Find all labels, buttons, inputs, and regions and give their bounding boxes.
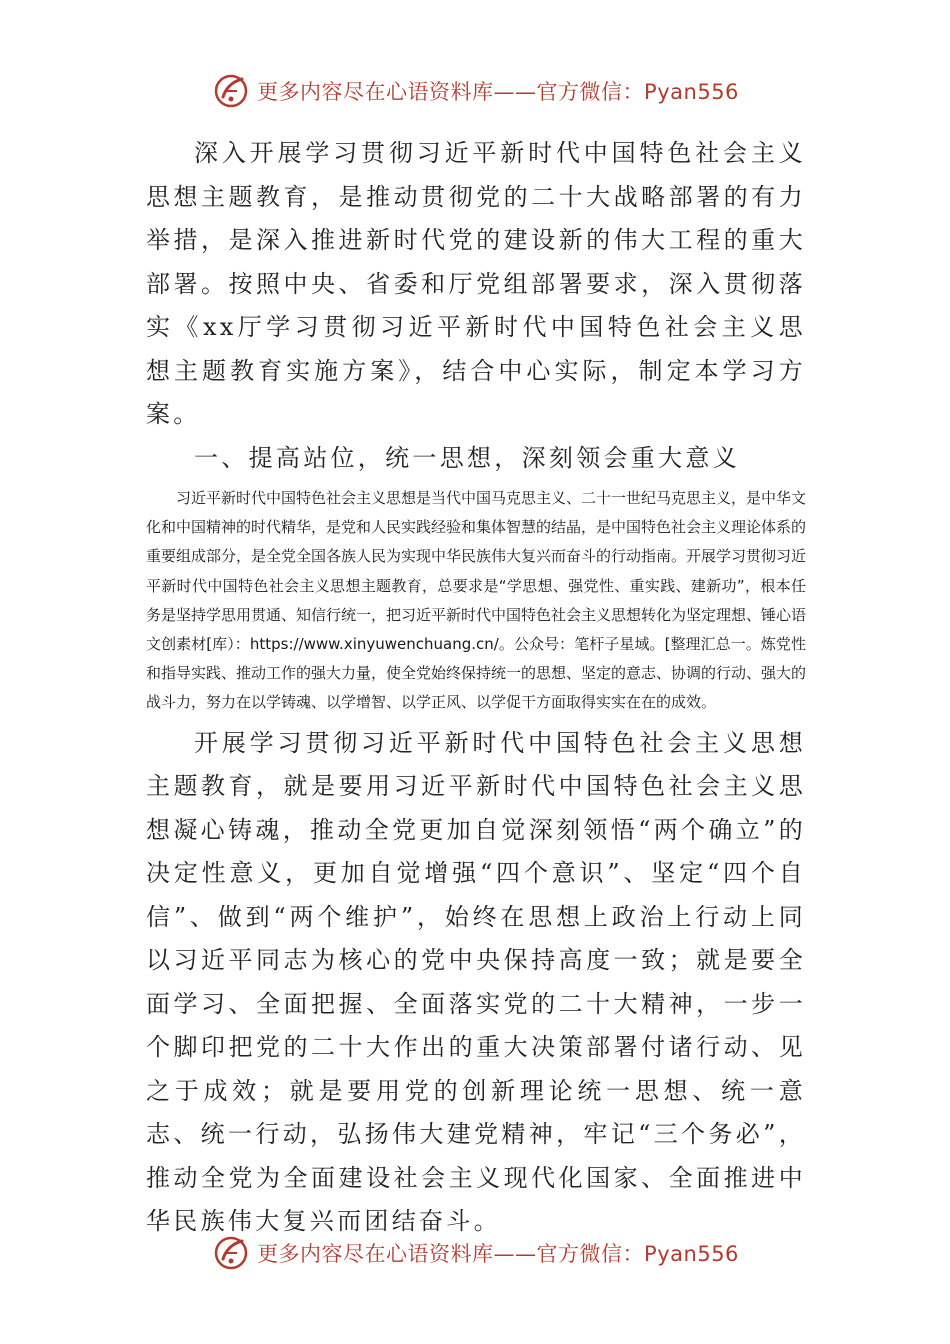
intro-paragraph: 深入开展学习贯彻习近平新时代中国特色社会主义思想主题教育，是推动贯彻党的二十大战略部署的有力举措，是深入推进新时代党的建设新的伟大工程的重大部署。按照中央、省委和厅党组部署要求，深入贯彻落实《xx厅学习贯彻习近平新时代中国特色社会主义思想主题教育实施方案》，结合中心实际，制定本学习方案。 [146, 139, 806, 428]
footer-banner [0, 1230, 950, 1276]
header-banner-text: 更多内容尽在心语资料库——官方微信：Pyan556 [257, 80, 739, 104]
footer-banner-text: 更多内容尽在心语资料库——官方微信：Pyan556 [257, 1242, 739, 1266]
brand-logo-icon [211, 71, 251, 111]
document-body [146, 132, 806, 1244]
section-heading: 一、提高站位，统一思想，深刻领会重大意义 [194, 443, 740, 472]
header-banner [0, 68, 950, 114]
section-paragraph: 开展学习贯彻习近平新时代中国特色社会主义思想主题教育，就是要用习近平新时代中国特色社会主义思想凝心铸魂，推动全党更加自觉深刻领悟“两个确立”的决定性意义，更加自觉增强“四个意识”、坚定“四个自信”、做到“两个维护”，始终在思想上政治上行动上同以习近平同志为核心的党中央保持高度一致；就是要全面学习、全面把握、全面落实党的二十大精神，一步一个脚印把党的二十大作出的重大决策部署付诸行动、见之于成效；就是要用党的创新理论统一思想、统一意志、统一行动，弘扬伟大建党精神，牢记“三个务必”，推动全党为全面建设社会主义现代化国家、全面推进中华民族伟大复兴而团结奋斗。 [146, 728, 806, 1236]
section-paragraph-small: 习近平新时代中国特色社会主义思想是当代中国马克思主义、二十一世纪马克思主义，是中华文化和中国精神的时代精华，是党和人民实践经验和集体智慧的结晶，是中国特色社会主义理论体系的重要组成部分，是全党全国各族人民为实现中华民族伟大复兴而奋斗的行动指南。开展学习贯彻习近平新时代中国特色社会主义思想主题教育，总要求是“学思想、强党性、重实践、建新功”，根本任务是坚持学思用贯通、知信行统一，把习近平新时代中国特色社会主义思想转化为坚定理想、锤心语文创素材[库）：https://www.xinyuwenchuang.cn/。公众号：笔杆子星域。[整理汇总一。炼党性和指导实践、推动工作的强大力量，使全党始终保持统一的思想、坚定的意志、协调的行动、强大的战斗力，努力在以学铸魂、以学增智、以学正风、以学促干方面取得实实在在的成效。 [146, 489, 807, 712]
brand-logo-icon [211, 1233, 251, 1273]
